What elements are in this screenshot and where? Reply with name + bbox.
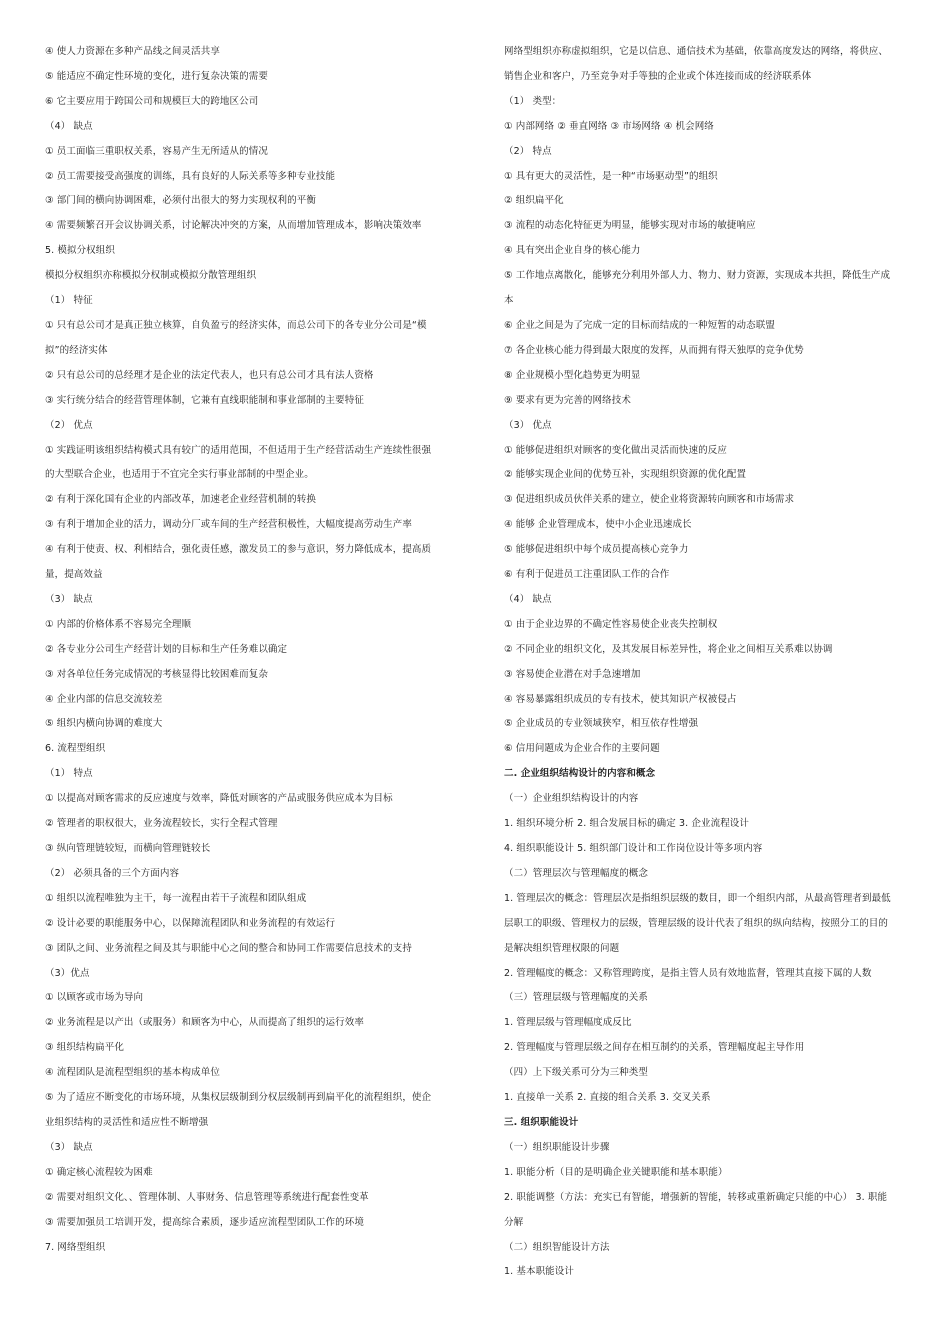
text-line: 4. 组织职能设计 5. 组织部门设计和工作岗位设计等多项内容 (504, 843, 763, 854)
text-line: 模拟分权组织亦称模拟分权制或模拟分散管理组织 (45, 270, 257, 282)
text-line: 1. 基本职能设计 (504, 1266, 574, 1278)
right-text-column (504, 40, 929, 1285)
text-line: 是解决组织管理权限的问题 (504, 942, 620, 954)
section-heading: 三. 组织职能设计 (504, 1116, 579, 1128)
text-line: ③ 促进组织成员伙伴关系的建立，使企业将资源转向顾客和市场需求 (504, 494, 795, 506)
text-line: ④ 能够 企业管理成本，使中小企业迅速成长 (504, 519, 692, 531)
text-line: 网络型组织亦称虚拟组织，它是以信息、通信技术为基础，依靠高度发达的网络，将供应、 (504, 46, 889, 57)
text-line: ③ 实行统分结合的经营管理体制，它兼有直线职能制和事业部制的主要特征 (45, 394, 364, 406)
text-line: （1） 特征 (45, 295, 93, 307)
text-line: ⑤ 能适应不确定性环境的变化，进行复杂决策的需要 (45, 70, 268, 82)
text-line: （3） 优点 (504, 419, 552, 431)
text-line: ③ 团队之间、业务流程之间及其与职能中心之间的整合和协同工作需要信息技术的支持 (45, 942, 412, 954)
text-line: ⑦ 各企业核心能力得到最大限度的发挥，从而拥有得天独厚的竞争优势 (504, 344, 804, 356)
text-line: （三）管理层级与管理幅度的关系 (504, 992, 649, 1004)
text-line: ④ 具有突出企业自身的核心能力 (504, 245, 641, 257)
text-line: ② 员工需要接受高强度的训练，具有良好的人际关系等多种专业技能 (45, 170, 336, 182)
text-line: （2） 必须具备的三个方面内容 (45, 867, 180, 879)
text-line: ⑧ 企业规模小型化趋势更为明显 (504, 369, 641, 381)
text-line: ① 以顾客或市场为导向 (45, 992, 144, 1004)
text-line: ② 组织扁平化 (504, 195, 564, 207)
text-line: （4） 缺点 (504, 593, 552, 605)
text-line: ① 以提高对顾客需求的反应速度与效率，降低对顾客的产品或服务供应成本为目标 (45, 793, 393, 805)
text-line: ⑥ 企业之间是为了完成一定的目标而结成的一种短暂的动态联盟 (504, 319, 775, 331)
text-line: ① 内部网络 ② 垂直网络 ③ 市场网络 ④ 机会网络 (504, 120, 714, 132)
text-line: （3）优点 (45, 967, 90, 979)
text-line: 拟”的经济实体 (45, 344, 108, 356)
text-line: ② 不同企业的组织文化，及其发展目标差异性，将企业之间相互关系难以协调 (504, 643, 833, 655)
text-line: 业组织结构的灵活性和适应性不断增强 (45, 1116, 209, 1128)
text-line: ③ 部门间的横向协调困难，必须付出很大的努力实现权利的平衡 (45, 195, 316, 207)
section-heading: 二. 企业组织结构设计的内容和概念 (504, 768, 656, 780)
text-line: ① 具有更大的灵活性，是一种“市场驱动型”的组织 (504, 170, 718, 182)
text-line: ④ 企业内部的信息交流较差 (45, 693, 163, 705)
text-line: ② 设计必要的职能服务中心，以保障流程团队和业务流程的有效运行 (45, 917, 336, 929)
text-line: 1. 组织环境分析 2. 组合发展目标的确定 3. 企业流程设计 (504, 818, 749, 830)
text-line: ③ 组织结构扁平化 (45, 1042, 124, 1054)
text-line: 分解 (504, 1216, 524, 1228)
text-line: ② 能够实现企业间的优势互补，实现组织资源的优化配置 (504, 469, 747, 481)
text-line: ④ 有利于使责、权、利相结合，强化责任感，激发员工的参与意识，努力降低成本，提高质 (45, 544, 432, 556)
text-line: （一）企业组织结构设计的内容 (504, 793, 639, 805)
text-line: 5. 模拟分权组织 (45, 245, 115, 257)
text-line: （二）管理层次与管理幅度的概念 (504, 867, 649, 879)
text-line: ④ 流程团队是流程型组织的基本构成单位 (45, 1067, 220, 1079)
text-line: 销售企业和客户，乃至竞争对手等独的企业或个体连接而成的经济联系体 (504, 70, 812, 82)
text-line: ② 有利于深化国有企业的内部改革，加速老企业经营机制的转换 (45, 494, 316, 506)
text-line: ② 需要对组织文化、、管理体制、人事财务、信息管理等系统进行配套性变革 (45, 1191, 369, 1203)
text-line: （3） 缺点 (45, 1141, 93, 1153)
text-line: 7. 网络型组织 (45, 1241, 106, 1253)
left-text-column (45, 40, 470, 1260)
text-line: ⑥ 有利于促进员工注重团队工作的合作 (504, 569, 670, 581)
text-line: ② 各专业分公司生产经营计划的目标和生产任务难以确定 (45, 643, 288, 655)
text-line: （2） 特点 (504, 145, 552, 157)
text-line: ④ 需要频繁召开会议协调关系，讨论解决冲突的方案，从而增加管理成本，影响决策效率 (45, 220, 422, 232)
text-line: ① 能够促进组织对顾客的变化做出灵活而快速的反应 (504, 444, 727, 456)
text-line: 2. 管理幅度与管理层级之间存在相互制约的关系，管理幅度起主导作用 (504, 1042, 805, 1054)
text-line: ① 确定核心流程较为困难 (45, 1166, 153, 1178)
text-line: （3） 缺点 (45, 593, 93, 605)
text-line: ⑨ 要求有更为完善的网络技术 (504, 394, 631, 406)
text-line: 1. 管理层次的概念：管理层次是指组织层级的数目，即一个组织内部，从最高管理者到最低 (504, 892, 891, 904)
text-line: （四）上下级关系可分为三种类型 (504, 1067, 649, 1079)
text-line: ⑤ 组织内横向协调的难度大 (45, 718, 163, 730)
text-line: ③ 纵向管理链较短，而横向管理链较长 (45, 843, 211, 854)
text-line: 1. 职能分析（目的是明确企业关键职能和基本职能） (504, 1166, 728, 1178)
text-line: ① 组织以流程唯独为主干，每一流程由若干子流程和团队组成 (45, 892, 307, 904)
text-line: ③ 对各单位任务完成情况的考核显得比较困难而复杂 (45, 668, 268, 680)
text-line: ⑤ 工作地点离散化，能够充分利用外部人力、物力、财力资源，实现成本共担，降低生产成 (504, 270, 891, 282)
text-line: 层职工的职级、管理权力的层级，管理层级的设计代表了组织的纵向结构，按照分工的目的 (504, 917, 889, 929)
text-line: （二）组织智能设计方法 (504, 1241, 610, 1253)
text-line: ④ 使人力资源在多种产品线之间灵活共享 (45, 46, 220, 57)
text-line: 1. 直接单一关系 2. 直接的组合关系 3. 交叉关系 (504, 1092, 711, 1104)
text-line: （1） 特点 (45, 768, 93, 780)
text-line: ① 只有总公司才是真正独立核算，自负盈亏的经济实体，而总公司下的各专业分公司是“模 (45, 319, 427, 331)
text-line: ⑤ 能够促进组织中每个成员提高核心竞争力 (504, 544, 689, 556)
text-line: ① 由于企业边界的不确定性容易使企业丧失控制权 (504, 618, 718, 630)
text-line: ⑥ 信用问题成为企业合作的主要问题 (504, 743, 660, 755)
text-line: （一）组织职能设计步骤 (504, 1141, 610, 1153)
text-line: ③ 需要加强员工培训开发，提高综合素质，逐步适应流程型团队工作的环境 (45, 1216, 364, 1228)
text-line: 的大型联合企业，也适用于不宜完全实行事业部制的中型企业。 (45, 469, 314, 481)
text-line: ③ 容易使企业潜在对手急速增加 (504, 668, 641, 680)
text-line: （1） 类型： (504, 95, 562, 107)
text-line: 6. 流程型组织 (45, 743, 106, 755)
text-line: ⑥ 它主要应用于跨国公司和规模巨大的跨地区公司 (45, 95, 259, 107)
text-line: ① 员工面临三重职权关系，容易产生无所适从的情况 (45, 145, 268, 157)
text-line: （2） 优点 (45, 419, 93, 431)
text-line: 量，提高效益 (45, 569, 103, 581)
text-line: ① 内部的价格体系不容易完全理顺 (45, 618, 192, 630)
text-line: 1. 管理层级与管理幅度成反比 (504, 1017, 632, 1029)
text-line: 2. 职能调整（方法：充实已有智能，增强新的智能，转移或重新确定只能的中心） 3. 职能 (504, 1191, 888, 1203)
text-line: ③ 有利于增加企业的活力，调动分厂或车间的生产经营积极性，大幅度提高劳动生产率 (45, 519, 412, 531)
text-line: ④ 容易暴露组织成员的专有技术，使其知识产权被侵占 (504, 693, 737, 705)
text-line: 本 (504, 295, 514, 307)
text-line: ① 实践证明该组织结构模式具有较广的适用范围，不但适用于生产经营活动生产连续性很强 (45, 444, 432, 456)
text-line: ② 只有总公司的总经理才是企业的法定代表人，也只有总公司才具有法人资格 (45, 369, 374, 381)
text-line: 2. 管理幅度的概念：又称管理跨度，是指主管人员有效地监督，管理其直接下属的人数 (504, 967, 872, 979)
text-line: ⑤ 为了适应不断变化的市场环境，从集权层级制到分权层级制再到扁平化的流程组织，使企 (45, 1092, 432, 1104)
text-line: （4） 缺点 (45, 120, 93, 132)
text-line: ② 管理者的职权很大，业务流程较长，实行全程式管理 (45, 818, 278, 830)
text-line: ③ 流程的动态化特征更为明显，能够实现对市场的敏捷响应 (504, 220, 756, 232)
text-line: ⑤ 企业成员的专业领域狭窄，相互依存性增强 (504, 718, 699, 730)
text-line: ② 业务流程是以产出（或服务）和顾客为中心，从而提高了组织的运行效率 (45, 1017, 364, 1029)
